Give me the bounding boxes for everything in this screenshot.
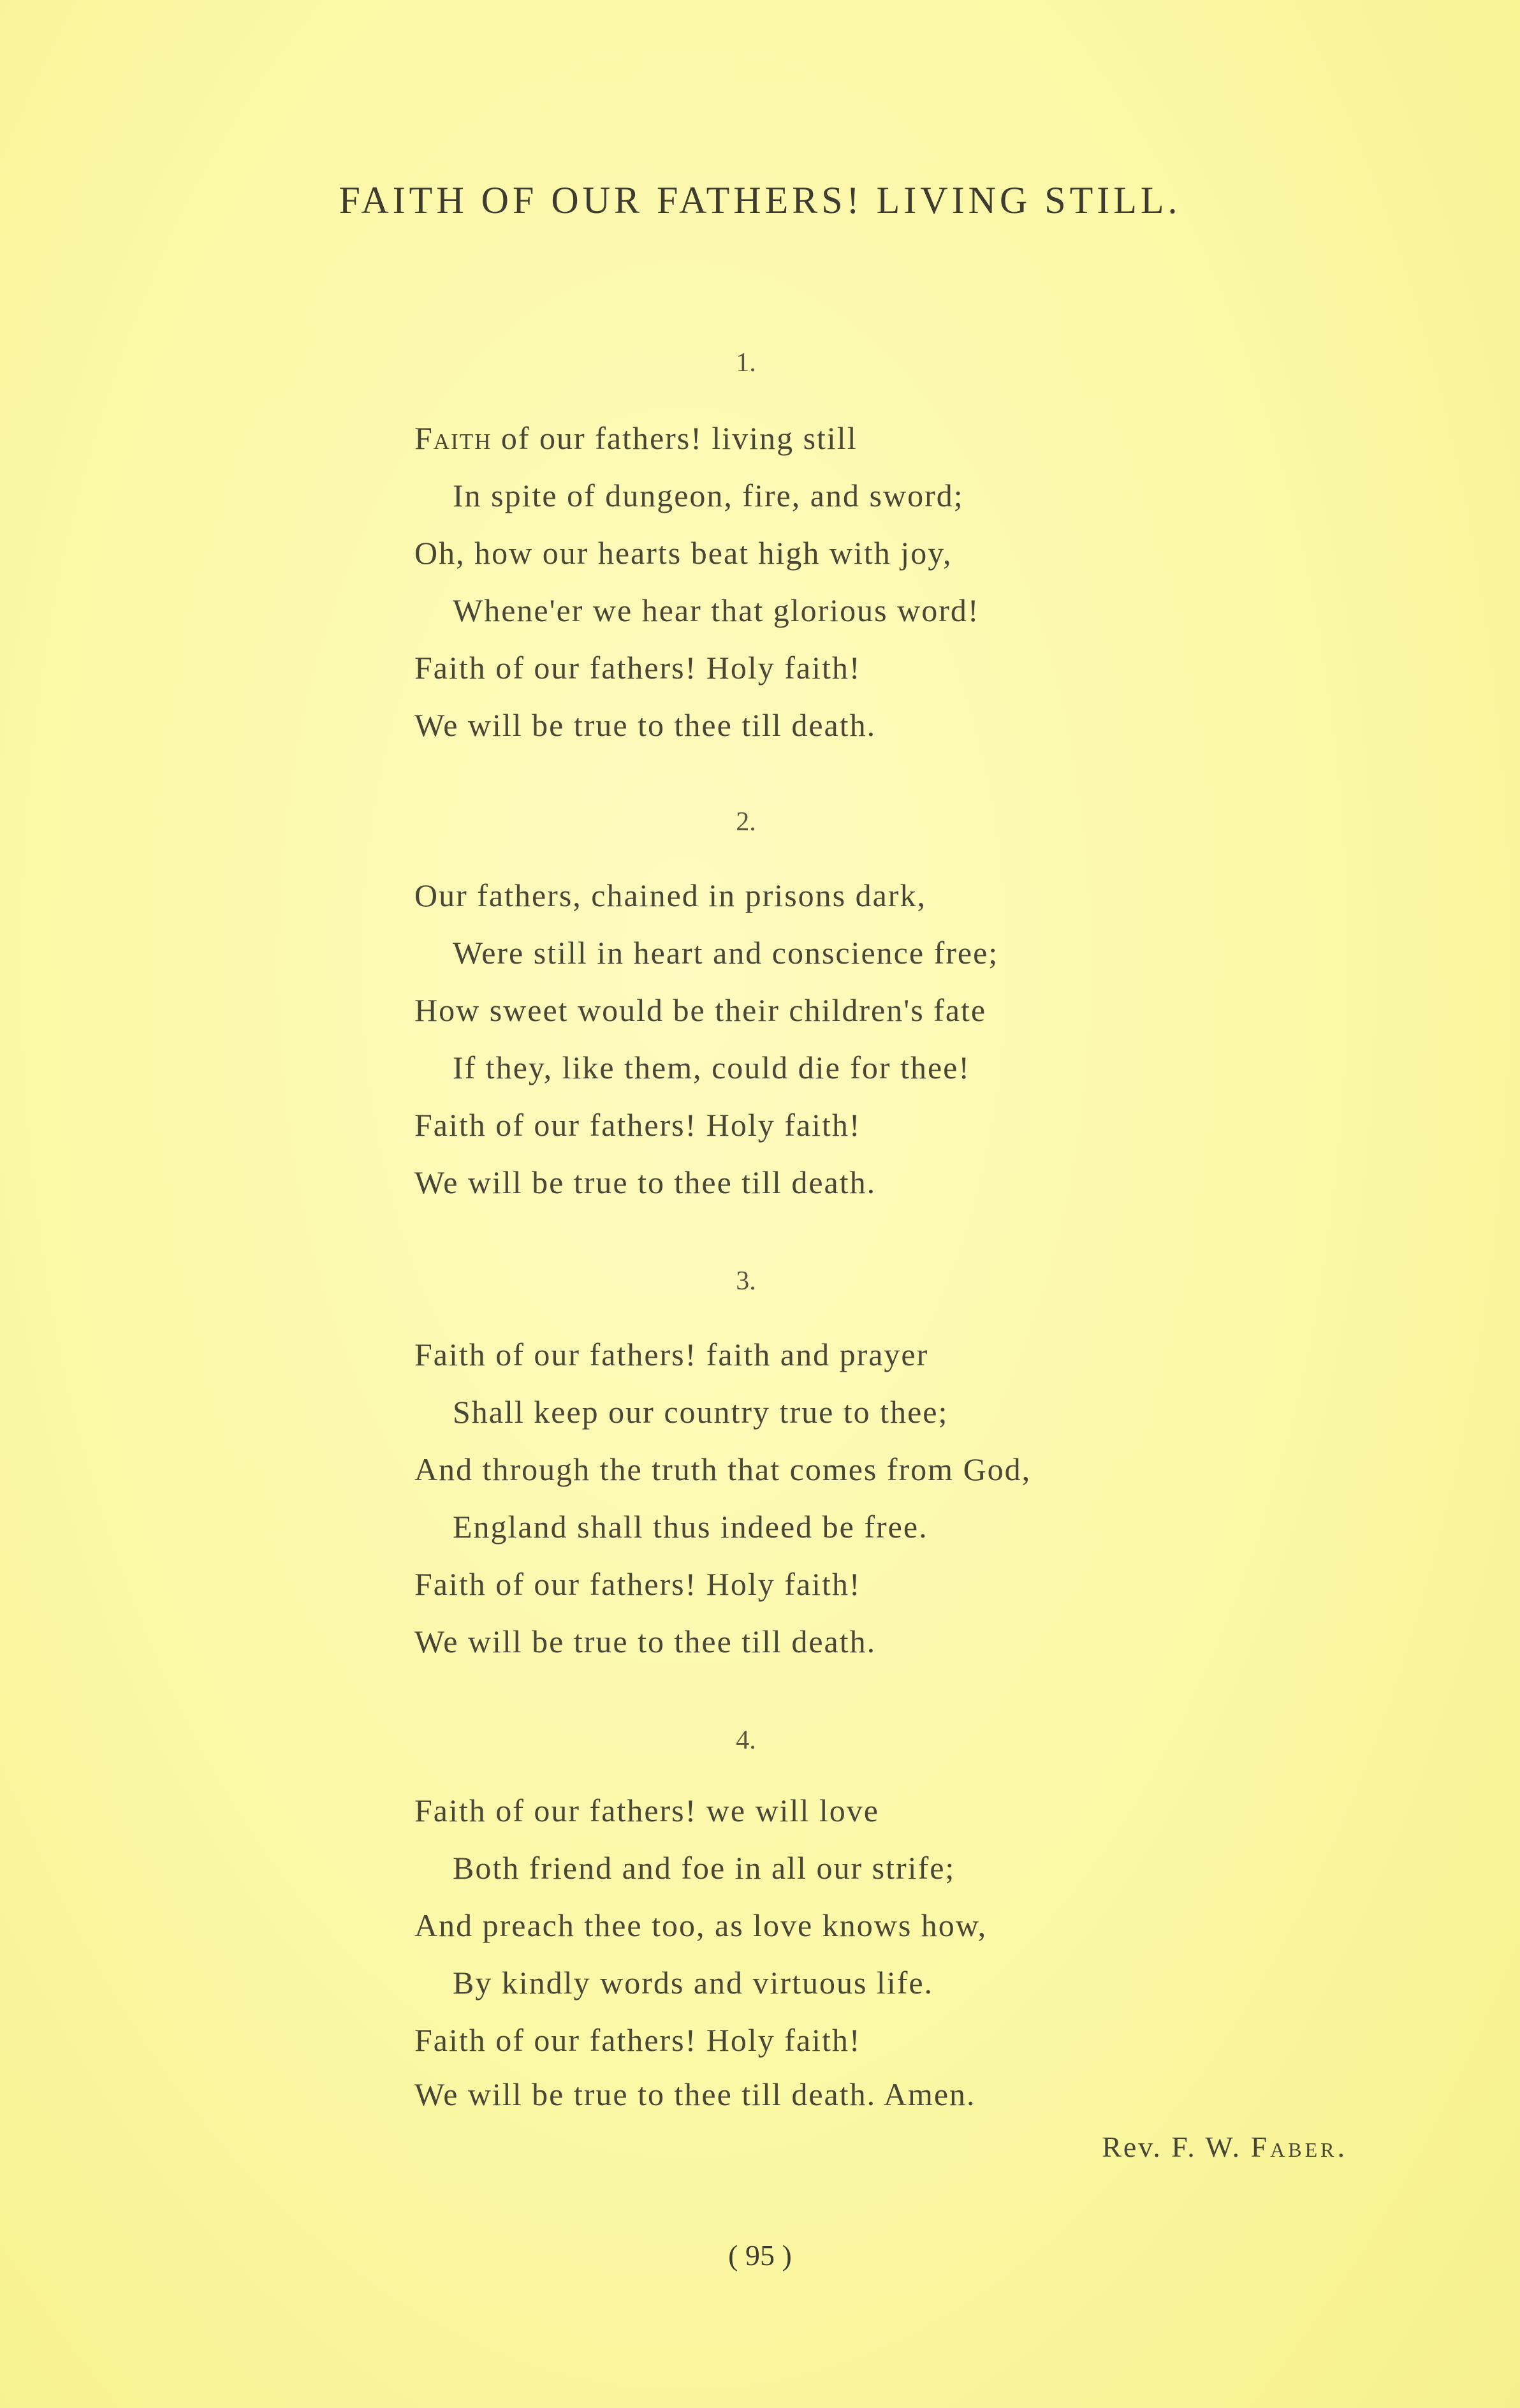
verse-line: We will be true to thee till death. bbox=[414, 707, 877, 743]
verse-line: Faith of our fathers! Holy faith! bbox=[414, 650, 861, 686]
verse-line: Shall keep our country true to thee; bbox=[453, 1394, 949, 1430]
page-number: ( 95 ) bbox=[728, 2239, 792, 2272]
verse-line: And through the truth that comes from God, bbox=[414, 1451, 1032, 1487]
verse-line: Faith of our fathers! Holy faith! bbox=[414, 1107, 861, 1143]
author-prefix: Rev. F. W. bbox=[1102, 2131, 1251, 2163]
verse-line: We will be true to thee till death. bbox=[414, 1624, 877, 1659]
hymn-title: FAITH OF OUR FATHERS! LIVING STILL. bbox=[339, 179, 1181, 221]
verse-line: Faith of our fathers! Holy faith! bbox=[414, 1566, 861, 1602]
verse-line: How sweet would be their children's fate bbox=[414, 992, 987, 1028]
verse-line: Faith of our fathers! we will love bbox=[414, 1793, 879, 1828]
verse-line: Oh, how our hearts beat high with joy, bbox=[414, 535, 953, 571]
verse-line: Were still in heart and conscience free; bbox=[453, 935, 999, 971]
stanza-number-3: 3. bbox=[736, 1266, 756, 1296]
verse-line: Both friend and foe in all our strife; bbox=[453, 1850, 956, 1886]
verse-line: Faith of our fathers! Holy faith! bbox=[414, 2022, 861, 2058]
verse-line-rest: of our fathers! living still bbox=[492, 420, 858, 456]
verse-line: By kindly words and virtuous life. bbox=[453, 1965, 934, 2001]
verse-line: Our fathers, chained in prisons dark, bbox=[414, 877, 926, 913]
verse-line: England shall thus indeed be free. bbox=[453, 1509, 928, 1545]
stanza-number-1: 1. bbox=[736, 348, 756, 378]
verse-line: If they, like them, could die for thee! bbox=[453, 1050, 970, 1085]
verse-line: We will be true to thee till death. bbox=[414, 1164, 877, 1200]
verse-first-word: Faith bbox=[414, 420, 492, 456]
verse-line: Whene'er we hear that glorious word! bbox=[453, 592, 980, 628]
verse-line: We will be true to thee till death. Amen. bbox=[414, 2076, 976, 2112]
verse-line: And preach thee too, as love knows how, bbox=[414, 1907, 988, 1943]
stanza-number-4: 4. bbox=[736, 1726, 756, 1755]
verse-line: Faith of our fathers! faith and prayer bbox=[414, 1337, 929, 1372]
author-surname: Faber. bbox=[1250, 2131, 1348, 2163]
verse-line: In spite of dungeon, fire, and sword; bbox=[453, 478, 964, 513]
stanza-number-2: 2. bbox=[736, 807, 756, 837]
author-attribution bbox=[1102, 2130, 1348, 2164]
verse-line bbox=[414, 420, 858, 457]
